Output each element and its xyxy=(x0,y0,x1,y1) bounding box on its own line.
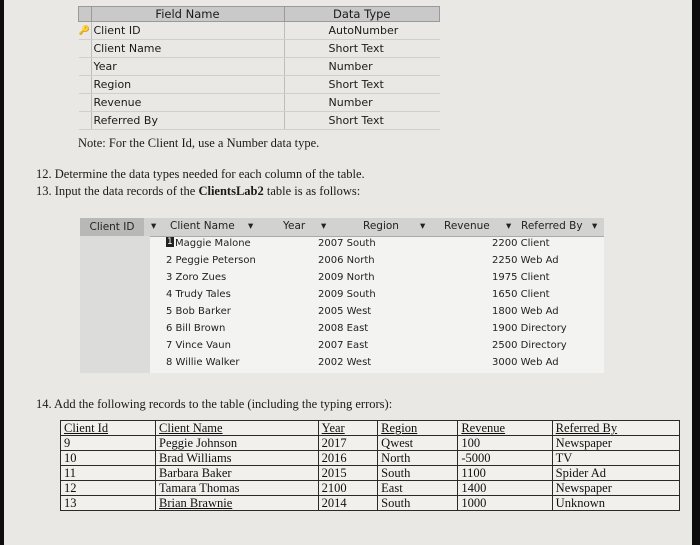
column-header-referred-by[interactable]: Referred By xyxy=(521,220,583,232)
column-header-year[interactable]: Year xyxy=(283,220,306,232)
header-client-name: Client Name xyxy=(156,421,319,436)
header-client-id: Client Id xyxy=(61,421,156,436)
filter-dropdown-icon[interactable]: ▾ xyxy=(151,220,157,232)
cell-year-region[interactable]: 2007 East xyxy=(318,340,369,351)
datasheet-row[interactable] xyxy=(80,253,604,270)
cell-year-region[interactable]: 2006 North xyxy=(318,255,375,266)
header-revenue: Revenue xyxy=(458,421,552,436)
records-header-row xyxy=(61,421,680,436)
cell-revenue-referred[interactable]: 1975 Client xyxy=(492,272,550,283)
cell-client-name[interactable]: 7 Vince Vaun xyxy=(166,340,231,351)
cell-year-region[interactable]: 2007 South xyxy=(318,238,376,249)
design-row[interactable] xyxy=(79,112,440,130)
datasheet-row[interactable] xyxy=(80,287,604,304)
field-name: Revenue xyxy=(91,94,284,112)
cell-client-name[interactable]: 3 Zoro Zues xyxy=(166,272,227,283)
field-name: Referred By xyxy=(91,112,284,130)
filter-dropdown-icon[interactable]: ▾ xyxy=(248,220,254,232)
note-text: Note: For the Client Id, use a Number data type. xyxy=(78,136,320,150)
cell-year-region[interactable]: 2009 North xyxy=(318,272,375,283)
datasheet-row[interactable] xyxy=(80,304,604,321)
column-header-region[interactable]: Region xyxy=(363,220,399,232)
data-type: AutoNumber xyxy=(284,22,440,40)
design-row[interactable] xyxy=(79,58,440,76)
table-row: 13 Brian Brawnie 2014 South 1000 Unknown xyxy=(61,496,680,511)
data-type: Short Text xyxy=(284,40,440,58)
header-region: Region xyxy=(378,421,458,436)
primary-key-icon: 🔑 xyxy=(79,22,92,40)
design-row[interactable] xyxy=(79,40,440,58)
cell-revenue-referred[interactable]: 1650 Client xyxy=(492,289,550,300)
datasheet-row[interactable] xyxy=(80,236,604,253)
datasheet-row[interactable] xyxy=(80,355,604,372)
cell-year-region[interactable]: 2009 South xyxy=(318,289,376,300)
records-table xyxy=(60,420,680,511)
cell-client-name[interactable]: 5 Bob Barker xyxy=(166,306,231,317)
header-referred-by: Referred By xyxy=(552,421,679,436)
field-name: Region xyxy=(91,76,284,94)
data-type: Short Text xyxy=(284,112,440,130)
design-row[interactable] xyxy=(79,94,440,112)
table-row: 11 Barbara Baker 2015 South 1100 Spider Ad xyxy=(61,466,680,481)
data-type: Short Text xyxy=(284,76,440,94)
column-header-client-name[interactable]: Client Name xyxy=(170,220,235,232)
cell-client-name[interactable]: 8 Willie Walker xyxy=(166,357,240,368)
design-field-name-header: Field Name xyxy=(91,7,284,22)
data-type: Number xyxy=(284,94,440,112)
table-row: 12 Tamara Thomas 2100 East 1400 Newspaper xyxy=(61,481,680,496)
filter-dropdown-icon[interactable]: ▾ xyxy=(506,220,512,232)
header-year: Year xyxy=(318,421,378,436)
filter-dropdown-icon[interactable]: ▾ xyxy=(592,220,598,232)
design-key-column-header xyxy=(79,7,92,22)
design-row[interactable] xyxy=(79,22,440,40)
table-row: 9 Peggie Johnson 2017 Qwest 100 Newspaper xyxy=(61,436,680,451)
field-name: Client ID xyxy=(91,22,284,40)
datasheet-view xyxy=(80,218,604,373)
filter-dropdown-icon[interactable]: ▾ xyxy=(420,220,426,232)
cell-client-name[interactable]: Maggie Malone xyxy=(175,238,251,249)
design-data-type-header: Data Type xyxy=(284,7,440,22)
filter-dropdown-icon[interactable]: ▾ xyxy=(321,220,327,232)
cell-revenue-referred[interactable]: 1800 Web Ad xyxy=(492,306,559,317)
datasheet-row[interactable] xyxy=(80,270,604,287)
cell-client-name[interactable]: 6 Bill Brown xyxy=(166,323,226,334)
data-type: Number xyxy=(284,58,440,76)
datasheet-header xyxy=(80,218,604,237)
cell-revenue-referred[interactable]: 3000 Web Ad xyxy=(492,357,559,368)
cell-client-name[interactable]: 4 Trudy Tales xyxy=(166,289,231,300)
step-12-text: 12. Determine the data types needed for each column of the table. xyxy=(36,167,365,181)
cell-revenue-referred[interactable]: 2200 Client xyxy=(492,238,550,249)
cell-revenue-referred[interactable]: 2500 Directory xyxy=(492,340,567,351)
column-header-revenue[interactable]: Revenue xyxy=(444,220,490,232)
datasheet-row[interactable] xyxy=(80,338,604,355)
step-13-text: 13. Input the data records of the ClientsLab2 table is as follows: xyxy=(36,184,361,198)
column-header-client-id[interactable]: Client ID xyxy=(80,218,144,236)
field-name: Year xyxy=(91,58,284,76)
record-number-cursor: 1 xyxy=(167,237,173,247)
cell-year-region[interactable]: 2005 West xyxy=(318,306,372,317)
design-row[interactable] xyxy=(79,76,440,94)
table-name: ClientsLab2 xyxy=(198,184,264,198)
cell-year-region[interactable]: 2002 West xyxy=(318,357,372,368)
cell-revenue-referred[interactable]: 2250 Web Ad xyxy=(492,255,559,266)
cell-year-region[interactable]: 2008 East xyxy=(318,323,369,334)
step-14-text: 14. Add the following records to the table (including the typing errors): xyxy=(36,397,393,411)
datasheet-row[interactable] xyxy=(80,321,604,338)
cell-client-name[interactable]: 2 Peggie Peterson xyxy=(166,255,256,266)
table-design-view xyxy=(78,6,440,130)
cell-revenue-referred[interactable]: 1900 Directory xyxy=(492,323,567,334)
field-name: Client Name xyxy=(91,40,284,58)
table-row: 10 Brad Williams 2016 North -5000 TV xyxy=(61,451,680,466)
